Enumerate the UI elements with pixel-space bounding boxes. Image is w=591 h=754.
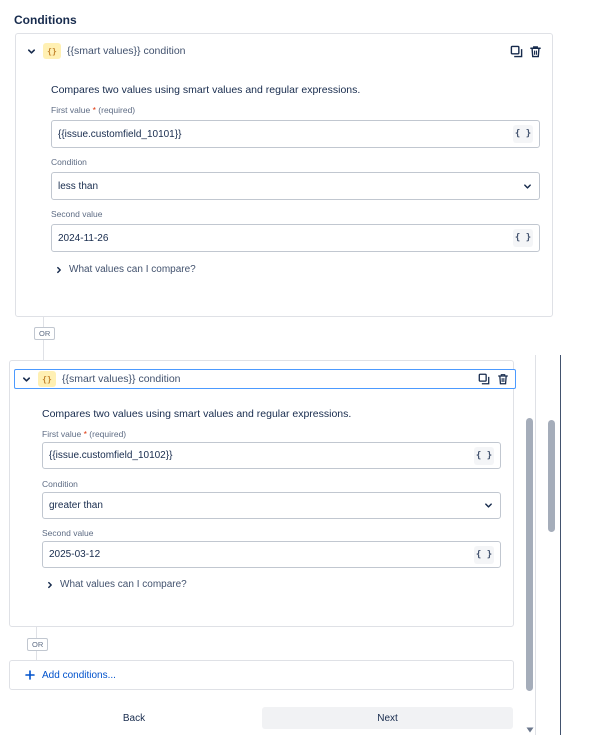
chevron-down-icon[interactable] (482, 500, 494, 512)
condition-selected-value[interactable]: less than (58, 180, 99, 192)
condition-card-1 (15, 33, 553, 317)
panel-edge (560, 355, 561, 735)
smart-value-button[interactable]: { } (513, 229, 533, 247)
condition-actions (509, 44, 543, 59)
condition-label: Condition (42, 479, 78, 489)
second-value-label: Second value (42, 528, 94, 538)
copy-icon[interactable] (509, 44, 524, 59)
curly-braces-icon: {} (38, 371, 56, 387)
first-value-label-text: First value (42, 429, 82, 439)
or-badge: OR (34, 327, 55, 340)
add-conditions-label[interactable]: Add conditions... (42, 669, 116, 681)
second-value-input[interactable] (51, 224, 540, 252)
chevron-down-icon[interactable] (521, 180, 533, 192)
condition-select[interactable] (42, 492, 501, 519)
add-conditions-button[interactable] (9, 660, 514, 690)
condition-description: Compares two values using smart values and regular expressions. (51, 84, 361, 96)
first-value-text[interactable]: {{issue.customfield_10102}} (49, 450, 173, 461)
copy-icon[interactable] (476, 372, 491, 387)
section-heading: Conditions (14, 13, 77, 27)
chevron-down-icon[interactable] (20, 373, 32, 385)
condition-selected-value[interactable]: greater than (49, 500, 103, 511)
condition-description: Compares two values using smart values and regular expressions. (42, 408, 352, 420)
panel-divider (535, 355, 536, 735)
what-values-expander[interactable] (54, 264, 196, 275)
or-badge: OR (27, 638, 48, 651)
condition-select[interactable] (51, 172, 540, 200)
first-value-text[interactable]: {{issue.customfield_10101}} (58, 128, 182, 140)
chevron-right-icon[interactable] (54, 265, 64, 275)
first-value-label (51, 105, 135, 115)
second-value-text[interactable]: 2025-03-12 (49, 549, 101, 560)
second-value-label: Second value (51, 209, 103, 219)
smart-value-button[interactable]: { } (474, 546, 494, 564)
second-value-input[interactable] (42, 541, 501, 568)
chevron-down-icon[interactable] (25, 45, 37, 57)
trash-icon[interactable] (495, 372, 510, 387)
back-button[interactable]: Back (122, 712, 146, 724)
condition-header-2[interactable] (14, 369, 516, 389)
expander-label[interactable]: What values can I compare? (69, 264, 196, 275)
required-marker: * (92, 105, 96, 115)
outer-scrollbar-thumb[interactable] (548, 420, 555, 532)
what-values-expander[interactable] (45, 579, 187, 590)
expander-label[interactable]: What values can I compare? (60, 579, 187, 590)
condition-title: {{smart values}} condition (62, 373, 181, 385)
condition-header-1[interactable] (16, 34, 552, 68)
next-button[interactable]: Next (262, 707, 513, 729)
required-text: (required) (98, 105, 136, 115)
condition-label: Condition (51, 157, 87, 167)
first-value-label-text: First value (51, 105, 91, 115)
curly-braces-icon: {} (43, 43, 61, 59)
plus-icon[interactable] (24, 669, 36, 681)
required-marker: * (83, 429, 87, 439)
smart-value-button[interactable]: { } (513, 125, 533, 143)
first-value-label (42, 429, 126, 439)
smart-value-button[interactable]: { } (474, 447, 494, 465)
condition-actions (476, 372, 510, 387)
required-text: (required) (89, 429, 127, 439)
condition-card-2 (9, 360, 514, 627)
trash-icon[interactable] (528, 44, 543, 59)
chevron-right-icon[interactable] (45, 580, 55, 590)
first-value-input[interactable] (51, 120, 540, 148)
scrollbar-thumb[interactable] (526, 418, 533, 691)
condition-title: {{smart values}} condition (67, 45, 186, 57)
scroll-down-arrow-icon[interactable] (526, 726, 534, 734)
second-value-text[interactable]: 2024-11-26 (58, 232, 109, 244)
first-value-input[interactable] (42, 442, 501, 469)
